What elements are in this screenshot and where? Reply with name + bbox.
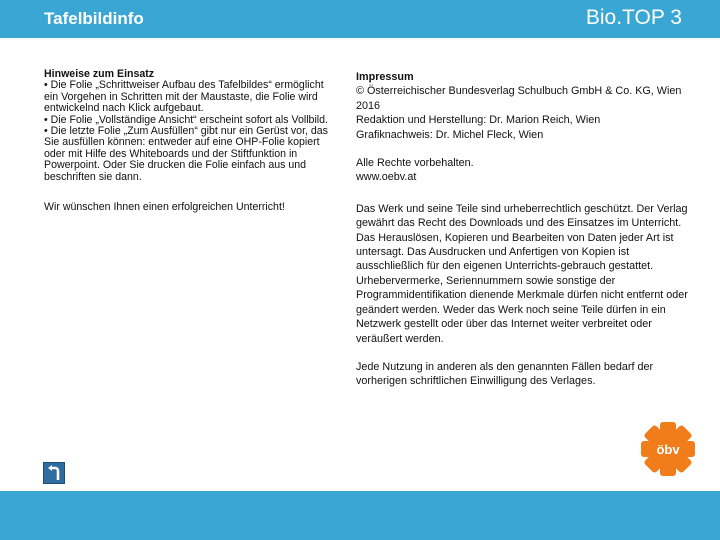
series-title: Bio.TOP 3 <box>585 6 682 29</box>
usage-note-item: • Die letzte Folie „Zum Ausfüllen“ gibt nur ein Gerüst vor, das Sie ausfüllen können: entweder auf eine OHP-Folie kopiert oder mit Hilfe des Whiteboards und der Stiftfunktion in Powerpoint. Oder Sie drucken die Folie einfach aus und beschriften sie dann. <box>44 125 328 183</box>
usage-note-item: • Die Folie „Schrittweiser Aufbau des Tafelbildes“ ermöglicht ein Vorgehen in Schritten mit der Maustaste, die Folie wird entwickelnd nach Klick aufgebaut. <box>44 79 324 115</box>
return-arrow-icon <box>46 465 64 483</box>
imprint <box>356 70 692 389</box>
closing-remark: Wir wünschen Ihnen einen erfolgreichen Unterricht! <box>44 201 285 214</box>
copyright-notice: Das Werk und seine Teile sind urheberrechtlich geschützt. Der Verlag gewährt das Recht des Downloads und des Einsatzes im Unterricht. Das Herauslösen, Kopieren und Bearbeiten von Daten jeder Art ist untersagt. Das Ausdrucken und Anfertigen von Kopien ist ausschließlich für den eigenen Unterrichts-gebrauch gestattet. Urhebervermerke, Seriennummern sowie sonstige der Programmidentifikation dienende Merkmale dürfen nicht entfernt oder geändert werden. Weder das Werk noch seine Teile dürfen in ein Netzwerk gestellt oder über das Internet weiter verbreitet oder veräußert werden. <box>356 202 688 345</box>
imprint-heading: Impressum <box>356 71 414 83</box>
publisher-line: © Österreichischer Bundesverlag Schulbuch GmbH & Co. KG, Wien 2016 <box>356 85 682 112</box>
title-bar <box>0 0 720 38</box>
usage-notes-heading: Hinweise zum Einsatz <box>44 68 155 80</box>
image-credit: Grafiknachweis: Dr. Michel Fleck, Wien <box>356 128 544 141</box>
usage-notice: Jede Nutzung in anderen als den genannten Fällen bedarf der vorherigen schriftlichen Einwilligung des Verlages. <box>356 360 654 388</box>
usage-notes <box>44 69 334 213</box>
back-button[interactable] <box>43 462 65 484</box>
page-title: Tafelbildinfo <box>44 9 144 28</box>
rights-reserved: Alle Rechte vorbehalten. <box>356 157 474 170</box>
footer-bar <box>0 491 720 540</box>
usage-note-item: • Die Folie „Vollständige Ansicht“ erscheint sofort als Vollbild. <box>44 113 328 126</box>
website-link[interactable]: www.oebv.at <box>356 171 417 184</box>
editing-credit: Redaktion und Herstellung: Dr. Marion Reich, Wien <box>356 114 601 127</box>
oebv-logo <box>638 422 698 476</box>
logo-text: öbv <box>656 442 680 457</box>
